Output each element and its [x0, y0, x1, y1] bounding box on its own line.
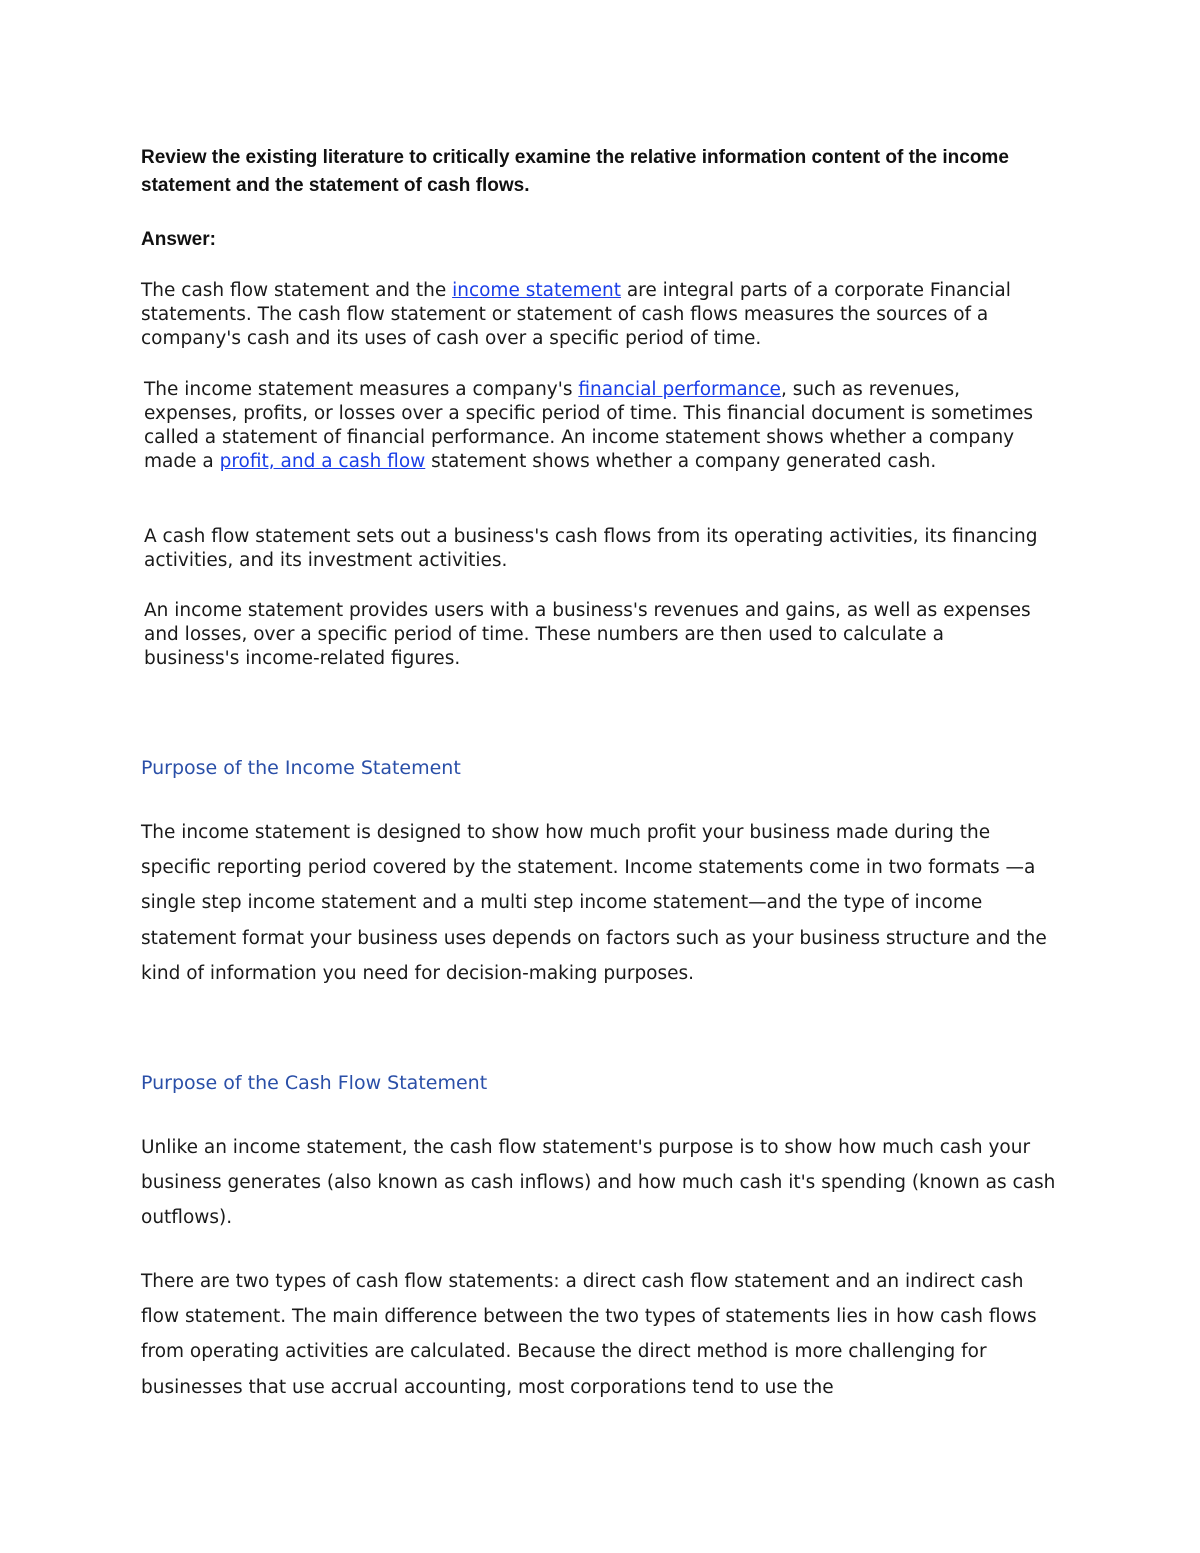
paragraph-income-purpose: The income statement is designed to show how much profit your business made during the specific reporting period covered by the statement. Income statements come in two formats —a single step income statement and a multi step income statement—and the type of income statement format your business uses depends on factors such as your business structure and the kind of information you need for decision-making purposes.	[141, 822, 1047, 984]
heading-cash-flow-statement: Purpose of the Cash Flow Statement	[141, 1072, 488, 1094]
profit-cash-flow-link[interactable]: profit, and a cash flow	[219, 451, 426, 472]
paragraph-income-users: An income statement provides users with a business's revenues and gains, as well as expenses and losses, over a specific period of time. These numbers are then used to calculate a business's income-related figures.	[144, 600, 1031, 669]
question-prompt: Review the existing literature to critically examine the relative information content of the income statement and the statement of cash flows.	[141, 147, 1009, 196]
document-page	[141, 0, 1071, 1553]
paragraph-intro-text-2: are integral parts of a corporate Financial statements. The cash flow statement or statement of cash flows measures the sources of a company's cash and its uses of cash over a specific period of time.	[141, 280, 1011, 349]
income-statement-link[interactable]: income statement	[452, 280, 621, 301]
paragraph-intro-text-1: The cash flow statement and the	[141, 280, 453, 301]
paragraph-income-text-3: statement shows whether a company generated cash.	[425, 451, 937, 472]
paragraph-income-text-1: The income statement measures a company's	[144, 379, 579, 400]
paragraph-cash-flow-types: There are two types of cash flow statements: a direct cash flow statement and an indirect cash flow statement. The main difference between the two types of statements lies in how cash flows from operating activities are calculated. Because the direct method is more challenging for businesses that use accrual accounting, most corporations tend to use the	[141, 1271, 1037, 1398]
financial-performance-link[interactable]: financial performance	[578, 379, 781, 400]
heading-income-statement: Purpose of the Income Statement	[141, 757, 461, 779]
paragraph-intro	[141, 279, 1051, 351]
paragraph-cash-flow-activities: A cash flow statement sets out a business's cash flows from its operating activities, its financing activities, and its investment activities.	[144, 526, 1038, 571]
answer-label: Answer:	[141, 229, 216, 250]
paragraph-income-statement	[144, 378, 1044, 474]
paragraph-cash-flow-purpose: Unlike an income statement, the cash flow statement's purpose is to show how much cash your business generates (also known as cash inflows) and how much cash it's spending (known as cash outflows).	[141, 1137, 1056, 1229]
paragraph-income-text-2: , such as revenues, expenses, profits, or losses over a specific period of time. This financial document is sometimes called a statement of financial performance. An income statement shows whether a company made a	[144, 379, 1033, 472]
